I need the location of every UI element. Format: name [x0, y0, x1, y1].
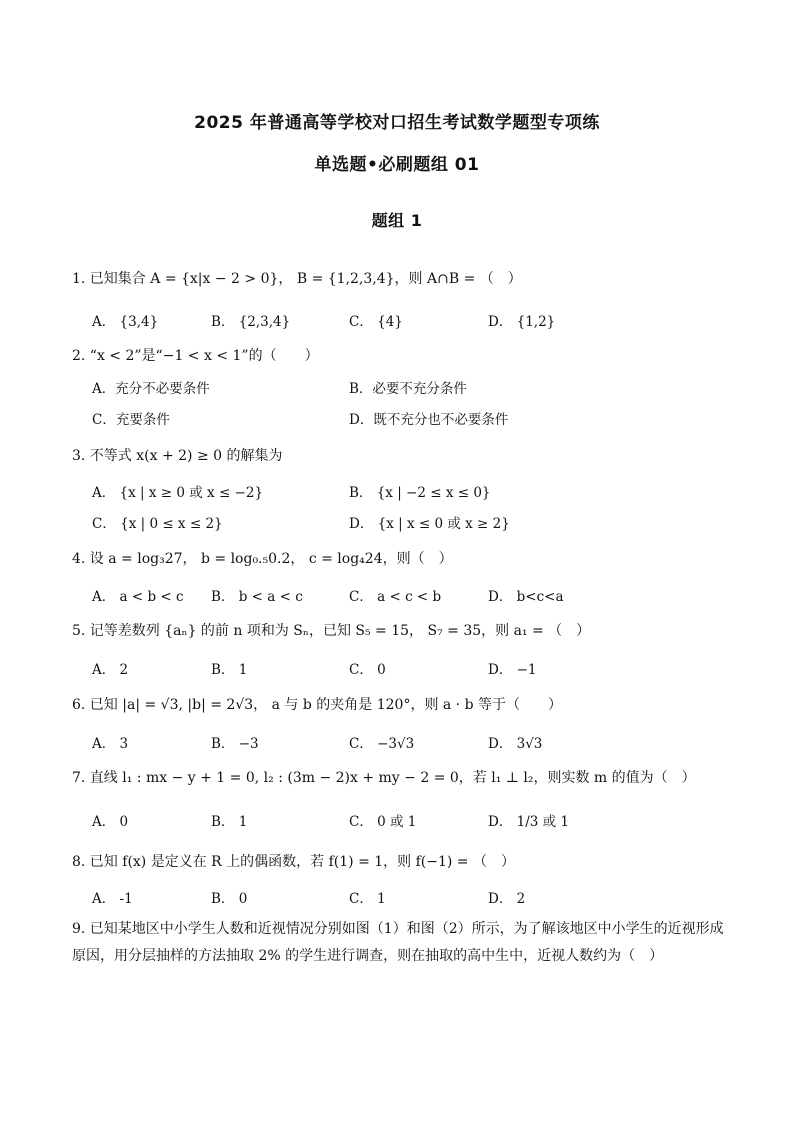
question-1-option-a: A． {3,4}	[92, 314, 159, 330]
question-2-stem: 2. “x < 2”是“−1 < x < 1”的（ ）	[72, 348, 319, 364]
question-4-option-d: D． b<c<a	[488, 589, 564, 605]
question-1-option-b: B． {2,3,4}	[211, 314, 291, 330]
question-4-stem: 4. 设 a = log₃27， b = log₀.₅0.2， c = log₄24，则（ ）	[72, 551, 453, 567]
question-1-option-d: D． {1,2}	[488, 314, 556, 330]
question-5-option-c: C． 0	[349, 662, 386, 678]
document-subtitle: 单选题•必刷题组 01	[314, 155, 480, 175]
question-2-option-b: B．必要不充分条件	[349, 381, 467, 397]
document-title: 2025 年普通高等学校对口招生考试数学题型专项练	[194, 113, 600, 133]
question-3-option-d: D． {x | x ≤ 0 或 x ≥ 2}	[349, 516, 510, 532]
question-6-stem: 6. 已知 |a| = √3, |b| = 2√3， a 与 b 的夹角是 120°，则 a · b 等于（ ）	[72, 697, 562, 713]
question-5-option-b: B． 1	[211, 662, 248, 678]
question-8-stem: 8. 已知 f(x) 是定义在 R 上的偶函数，若 f(1) = 1，则 f(−1) = （ ）	[72, 854, 515, 870]
question-8-option-c: C． 1	[349, 891, 386, 907]
question-4-option-b: B． b < a < c	[211, 589, 303, 605]
question-5-option-a: A． 2	[92, 662, 129, 678]
question-2-option-a: A．充分不必要条件	[92, 381, 210, 397]
question-3-option-a: A． {x | x ≥ 0 或 x ≤ −2}	[92, 485, 264, 501]
question-1-stem: 1. 已知集合 A = {x|x − 2 > 0}， B = {1,2,3,4}，则 A∩B = （ ）	[72, 271, 522, 287]
question-9-stem: 9. 已知某地区中小学生人数和近视情况分别如图（1）和图（2）所示，为了解该地区中小学生的近视形成原因，用分层抽样的方法抽取 2% 的学生进行调查，则在抽取的高中生中，近视人数约为（ ）	[72, 921, 724, 964]
group-heading: 题组 1	[371, 211, 423, 230]
question-3-option-c: C． {x | 0 ≤ x ≤ 2}	[92, 516, 223, 532]
question-6-option-d: D． 3√3	[488, 736, 543, 752]
question-8-option-b: B． 0	[211, 891, 248, 907]
question-8-option-a: A． -1	[92, 891, 133, 907]
question-5-stem: 5. 记等差数列 {aₙ} 的前 n 项和为 Sₙ，已知 S₅ = 15， S₇ = 35，则 a₁ = （ ）	[72, 623, 591, 639]
question-4-option-c: C． a < c < b	[349, 589, 442, 605]
question-6-option-c: C． −3√3	[349, 736, 415, 752]
question-2-option-d: D．既不充分也不必要条件	[349, 412, 509, 428]
question-7-option-d: D． 1/3 或 1	[488, 814, 570, 830]
question-1-option-c: C． {4}	[349, 314, 403, 330]
question-6-option-a: A． 3	[92, 736, 129, 752]
question-4-option-a: A． a < b < c	[92, 589, 184, 605]
question-7-option-c: C． 0 或 1	[349, 814, 417, 830]
question-3-option-b: B． {x | −2 ≤ x ≤ 0}	[349, 485, 491, 501]
question-7-option-b: B． 1	[211, 814, 248, 830]
question-5-option-d: D． −1	[488, 662, 537, 678]
question-7-stem: 7. 直线 l₁ : mx − y + 1 = 0, l₂ : (3m − 2)x + my − 2 = 0，若 l₁ ⊥ l₂，则实数 m 的值为（ ）	[72, 770, 696, 786]
question-7-option-a: A． 0	[92, 814, 129, 830]
question-3-stem: 3. 不等式 x(x + 2) ≥ 0 的解集为	[72, 448, 283, 464]
question-8-option-d: D． 2	[488, 891, 526, 907]
question-6-option-b: B． −3	[211, 736, 259, 752]
question-2-option-c: C．充要条件	[92, 412, 170, 428]
